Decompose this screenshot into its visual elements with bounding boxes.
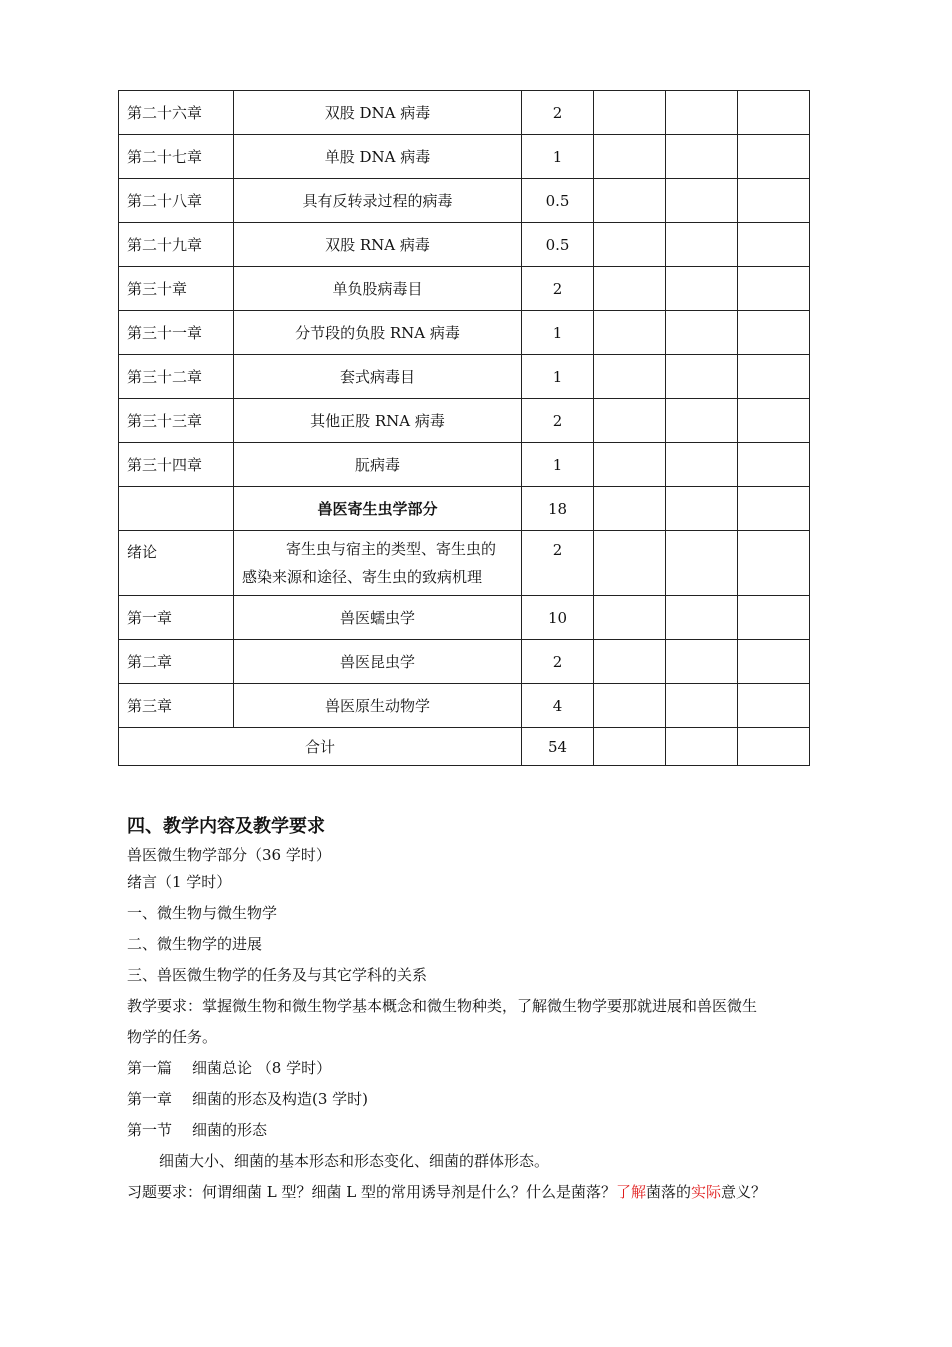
title-cell: 分节段的负股 RNA 病毒 xyxy=(234,311,522,355)
title-cell: 双股 RNA 病毒 xyxy=(234,223,522,267)
table-row xyxy=(119,223,810,267)
empty-cell xyxy=(666,487,738,531)
empty-cell xyxy=(738,399,810,443)
chapter-cell: 第二章 xyxy=(119,640,234,684)
empty-cell xyxy=(738,223,810,267)
exercise-text: 意义？ xyxy=(721,1183,767,1201)
table-row xyxy=(119,684,810,728)
empty-cell xyxy=(594,311,666,355)
teaching-content-section xyxy=(127,814,847,1208)
hours-cell: 2 xyxy=(522,399,594,443)
empty-cell xyxy=(738,443,810,487)
empty-cell xyxy=(666,91,738,135)
empty-cell xyxy=(666,179,738,223)
title-cell: 其他正股 RNA 病毒 xyxy=(234,399,522,443)
empty-cell xyxy=(738,267,810,311)
title-cell: 兽医蠕虫学 xyxy=(234,596,522,640)
empty-cell xyxy=(594,596,666,640)
table-row xyxy=(119,267,810,311)
highlight-red-text: 了解 xyxy=(616,1183,647,1201)
teaching-requirement-line-1: 教学要求：掌握微生物和微生物学基本概念和微生物种类，了解微生物学要那就进展和兽医微生 xyxy=(127,997,758,1015)
chapter-cell: 第三十四章 xyxy=(119,443,234,487)
section-title: 细菌的形态 xyxy=(192,1121,268,1139)
exercise-requirement xyxy=(127,1177,847,1208)
empty-cell xyxy=(738,311,810,355)
title-cell xyxy=(234,531,522,596)
empty-cell xyxy=(738,596,810,640)
empty-cell xyxy=(594,487,666,531)
empty-cell xyxy=(594,355,666,399)
table-row-section xyxy=(119,487,810,531)
empty-cell xyxy=(738,684,810,728)
chapter-one-heading xyxy=(127,1084,847,1115)
table-row xyxy=(119,640,810,684)
empty-cell xyxy=(738,135,810,179)
empty-cell xyxy=(666,684,738,728)
title-cell: 套式病毒目 xyxy=(234,355,522,399)
exercise-text: 习题要求：何谓细菌 L 型？细菌 L 型的常用诱导剂是什么？什么是菌落？ xyxy=(127,1183,616,1201)
table-row xyxy=(119,355,810,399)
chapter-title: 细菌的形态及构造(3 学时) xyxy=(192,1090,369,1108)
hours-cell: 0.5 xyxy=(522,179,594,223)
class-hours-table xyxy=(118,90,810,766)
section-one-heading xyxy=(127,1115,847,1146)
empty-cell xyxy=(594,684,666,728)
table-row xyxy=(119,399,810,443)
title-cell: 双股 DNA 病毒 xyxy=(234,91,522,135)
table-row xyxy=(119,531,810,596)
highlight-red-text: 实际 xyxy=(691,1183,722,1201)
table-row xyxy=(119,596,810,640)
empty-cell xyxy=(666,223,738,267)
title-cell: 兽医原生动物学 xyxy=(234,684,522,728)
title-cell: 单负股病毒目 xyxy=(234,267,522,311)
empty-cell xyxy=(666,399,738,443)
hours-cell: 2 xyxy=(522,91,594,135)
empty-cell xyxy=(738,531,810,596)
title-cell: 兽医昆虫学 xyxy=(234,640,522,684)
empty-cell xyxy=(738,487,810,531)
outline-item: 三、兽医微生物学的任务及与其它学科的关系 xyxy=(127,966,428,984)
empty-cell xyxy=(738,640,810,684)
empty-cell xyxy=(666,267,738,311)
chapter-label: 第一章 xyxy=(127,1090,173,1108)
empty-cell xyxy=(594,443,666,487)
hours-cell: 2 xyxy=(522,640,594,684)
chapter-cell: 第三十二章 xyxy=(119,355,234,399)
empty-cell xyxy=(666,728,738,766)
hours-cell: 10 xyxy=(522,596,594,640)
chapter-cell: 第二十八章 xyxy=(119,179,234,223)
empty-cell xyxy=(666,443,738,487)
empty-cell xyxy=(666,135,738,179)
empty-cell xyxy=(738,728,810,766)
empty-cell xyxy=(594,135,666,179)
title-cell: 朊病毒 xyxy=(234,443,522,487)
empty-cell xyxy=(666,531,738,596)
hours-cell: 1 xyxy=(522,443,594,487)
hours-cell: 2 xyxy=(522,267,594,311)
total-label-cell: 合计 xyxy=(119,728,522,766)
chapter-cell: 第二十六章 xyxy=(119,91,234,135)
pian-label: 第一篇 xyxy=(127,1059,173,1077)
chapter-cell: 第三章 xyxy=(119,684,234,728)
hours-cell: 2 xyxy=(522,531,594,596)
chapter-cell: 第三十三章 xyxy=(119,399,234,443)
empty-cell xyxy=(594,640,666,684)
empty-cell xyxy=(594,267,666,311)
empty-cell xyxy=(594,531,666,596)
table-total-row xyxy=(119,728,810,766)
intro-title: 绪言（1 学时） xyxy=(127,873,232,891)
part-title: 兽医微生物学部分（36 学时） xyxy=(127,846,331,864)
empty-cell xyxy=(666,355,738,399)
empty-cell xyxy=(666,640,738,684)
pian-title: 细菌总论 （8 学时） xyxy=(192,1059,332,1077)
chapter-cell: 第三十一章 xyxy=(119,311,234,355)
title-line-1: 寄生虫与宿主的类型、寄生虫的 xyxy=(286,540,497,558)
chapter-cell: 第三十章 xyxy=(119,267,234,311)
teaching-requirement-line-2: 物学的任务。 xyxy=(127,1028,218,1046)
table-row xyxy=(119,179,810,223)
title-cell: 单股 DNA 病毒 xyxy=(234,135,522,179)
hours-cell: 18 xyxy=(522,487,594,531)
hours-cell: 0.5 xyxy=(522,223,594,267)
empty-cell xyxy=(594,399,666,443)
empty-cell xyxy=(738,179,810,223)
empty-cell xyxy=(738,355,810,399)
empty-cell xyxy=(666,311,738,355)
empty-cell xyxy=(594,91,666,135)
empty-cell xyxy=(594,223,666,267)
hours-cell: 1 xyxy=(522,355,594,399)
section-heading: 四、教学内容及教学要求 xyxy=(127,816,325,837)
hours-cell: 4 xyxy=(522,684,594,728)
part-one-heading xyxy=(127,1053,847,1084)
hours-cell: 1 xyxy=(522,135,594,179)
empty-cell xyxy=(594,179,666,223)
table-row xyxy=(119,135,810,179)
table-row xyxy=(119,443,810,487)
total-hours-cell: 54 xyxy=(522,728,594,766)
empty-cell xyxy=(738,91,810,135)
empty-cell xyxy=(594,728,666,766)
chapter-cell: 第二十七章 xyxy=(119,135,234,179)
title-line-2: 感染来源和途径、寄生虫的致病机理 xyxy=(242,568,483,586)
section-title-cell: 兽医寄生虫学部分 xyxy=(234,487,522,531)
outline-item: 一、微生物与微生物学 xyxy=(127,904,278,922)
hours-cell: 1 xyxy=(522,311,594,355)
table-row xyxy=(119,311,810,355)
table-row xyxy=(119,91,810,135)
section-body: 细菌大小、细菌的基本形态和形态变化、细菌的群体形态。 xyxy=(159,1152,550,1170)
section-label: 第一节 xyxy=(127,1121,173,1139)
outline-item: 二、微生物学的进展 xyxy=(127,935,263,953)
title-cell: 具有反转录过程的病毒 xyxy=(234,179,522,223)
chapter-cell: 绪论 xyxy=(119,531,234,596)
exercise-text: 菌落的 xyxy=(646,1183,692,1201)
chapter-cell: 第一章 xyxy=(119,596,234,640)
chapter-cell xyxy=(119,487,234,531)
empty-cell xyxy=(666,596,738,640)
chapter-cell: 第二十九章 xyxy=(119,223,234,267)
